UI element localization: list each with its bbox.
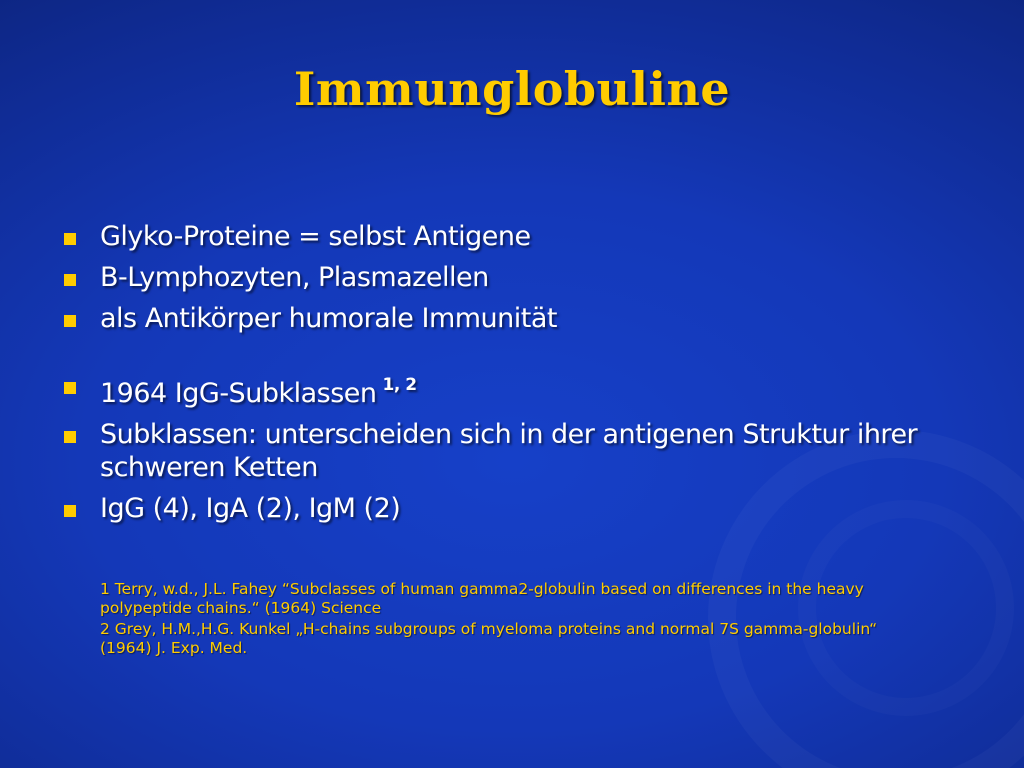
reference-1: 1 Terry, w.d., J.L. Fahey “Subclasses of human gamma2-globulin based on differences in the heavy polypeptide chains.“ (1964) Science [100,580,864,617]
square-bullet-icon [64,233,76,245]
square-bullet-icon [64,505,76,517]
square-bullet-icon [64,315,76,327]
footnote-reference: 1, 2 [382,375,417,395]
slide-title: Immunglobuline [293,62,731,116]
bullet-text: B-Lymphozyten, Plasmazellen [100,262,489,293]
bullet-item [62,220,992,253]
bullet-list [62,220,992,533]
square-bullet-icon [64,382,76,394]
bullet-text: als Antikörper humorale Immunität [100,303,557,334]
bullet-item [62,418,992,484]
square-bullet-icon [64,431,76,443]
references [100,580,920,660]
reference-2: 2 Grey, H.M.,H.G. Kunkel „H-chains subgroups of myeloma proteins and normal 7S gamma-globulin“ (1964) J. Exp. Med. [100,620,878,657]
bullet-text: IgG (4), IgA (2), IgM (2) [100,493,401,524]
square-bullet-icon [64,274,76,286]
bullet-item [62,369,992,410]
bullet-item [62,302,992,335]
bullet-item [62,261,992,294]
bullet-text: Subklassen: unterscheiden sich in der antigenen Struktur ihrer schweren Ketten [100,419,918,483]
bullet-item [62,492,992,525]
bullet-text: 1964 IgG-Subklassen [100,378,377,409]
bullet-text: Glyko-Proteine = selbst Antigene [100,221,531,252]
